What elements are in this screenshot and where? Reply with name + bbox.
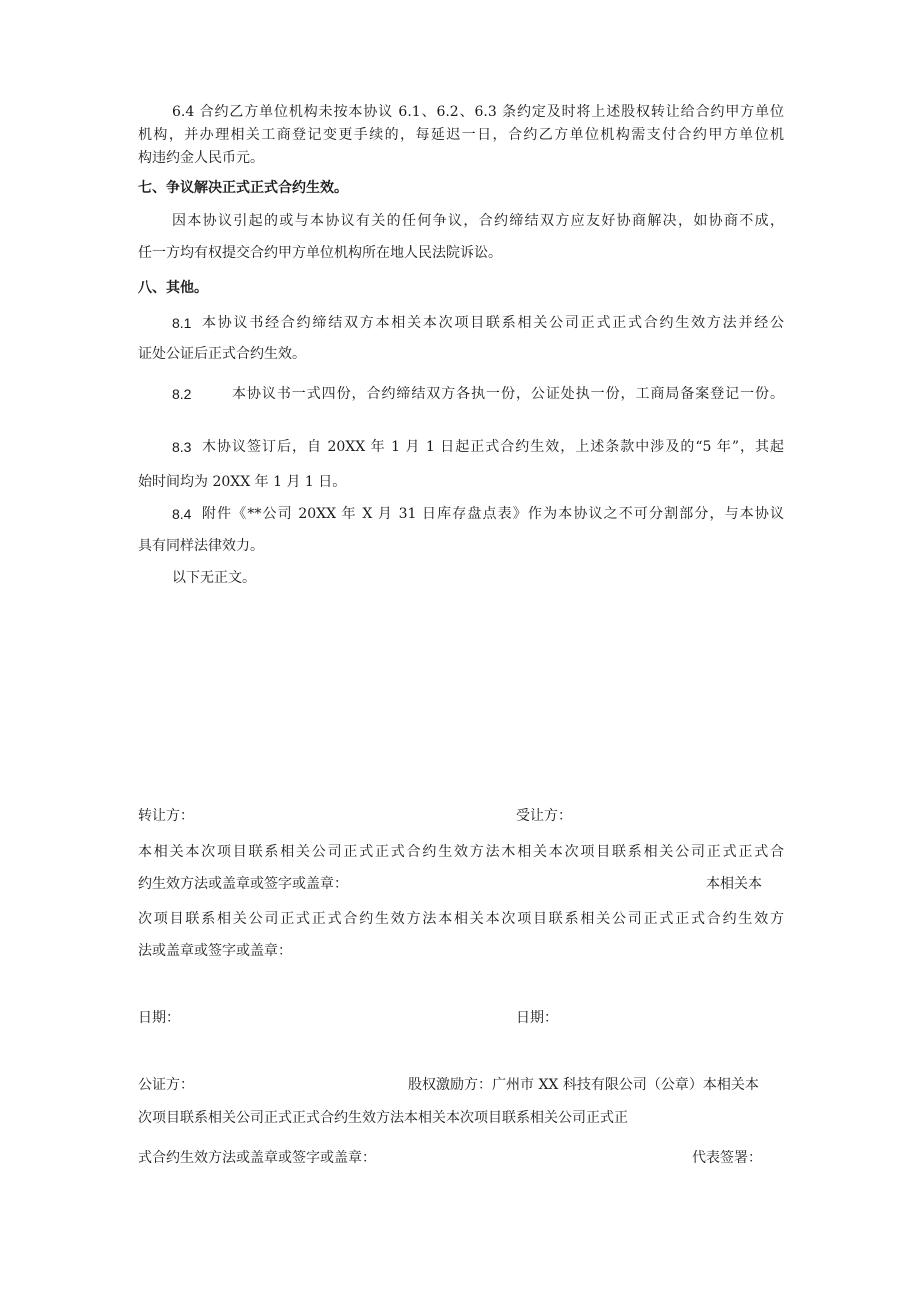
clause-8-3-line-1: 木协议签订后，自 20XX 年 1 月 1 日起正式合约生效，上述条款中涉及的“5 年”，其起 [202, 439, 784, 455]
date-right-label: 日期： [516, 1010, 558, 1026]
clause-8-1-line-1: 本协议书经合约缔结双方本相关本次项目联系相关公司正式正式合约生效方法并经公 [202, 315, 784, 331]
clause-8-3-number: 8.3 [172, 439, 192, 455]
end-of-text-note: 以下无正文。 [172, 570, 256, 586]
notary-label: 公证方： [138, 1077, 194, 1093]
clause-8-2-text: 本协议书一式四份，合约缔结双方各执一份，公证处执一份，工商局备案登记一份。 [232, 386, 784, 402]
notary-line-2: 次项目联系相关公司正式正式合约生效方法本相关本次项目联系相关公司正式正 [138, 1110, 628, 1126]
transferee-label: 受让方： [516, 808, 572, 824]
clause-8-1-number: 8.1 [172, 315, 192, 331]
section-7-heading: 七、争议解决正式正式合约生效。 [138, 180, 348, 196]
signature-line-2-left: 约生效方法或盖章或签字或盖章： [138, 876, 348, 892]
representative-sign-label: 代表签署： [692, 1150, 762, 1166]
incentive-party-label: 股权激励方：广州市 XX 科技有限公司（公章）本相关本 [408, 1077, 759, 1093]
section-7-line-2: 任一方均有权提交合约甲方单位机构所在地人民法院诉讼。 [138, 245, 502, 261]
clause-8-4-line-2: 具有同样法律效力。 [138, 538, 264, 554]
clause-6-4-line-2: 机构，并办理相关工商登记变更手续的，每延迟一日，合约乙方单位机构需支付合约甲方单位机 [138, 127, 784, 143]
signature-line-4: 法或盖章或签字或盖章： [138, 943, 292, 959]
signature-line-1: 本相关本次项目联系相关公司正式正式合约生效方法木相关本次项目联系相关公司正式正式合 [138, 844, 784, 860]
transferor-label: 转让方： [138, 808, 194, 824]
clause-8-4-number: 8.4 [172, 506, 192, 522]
clause-8-2-number: 8.2 [172, 386, 192, 402]
section-7-line-1: 因本协议引起的或与本协议有关的任何争议，合约缔结双方应友好协商解决，如协商不成， [172, 213, 784, 229]
notary-line-3: 式合约生效方法或盖章或签字或盖章： [138, 1150, 376, 1166]
clause-8-1-line-2: 证处公证后正式合约生效。 [138, 346, 306, 362]
signature-line-2-right: 本相关本 [706, 876, 762, 892]
date-left-label: 日期： [138, 1010, 180, 1026]
signature-line-3: 次项目联系相关公司正式正式合约生效方法本相关本次项目联系相关公司正式正式合约生效方 [138, 911, 784, 927]
clause-6-4-line-1: 6.4 合约乙方单位机构未按本协议 6.1、6.2、6.3 条约定及时将上述股权转让给合约甲方单位 [172, 104, 784, 120]
clause-6-4-line-3: 构违约金人民币元。 [138, 150, 264, 166]
clause-8-3-line-2: 始时间均为 20XX 年 1 月 1 日。 [138, 474, 347, 490]
clause-8-4-line-1: 附件《**公司 20XX 年 X 月 31 日库存盘点表》作为本协议之不可分割部分，与本协议 [202, 506, 784, 522]
section-8-heading: 八、其他。 [138, 280, 208, 296]
